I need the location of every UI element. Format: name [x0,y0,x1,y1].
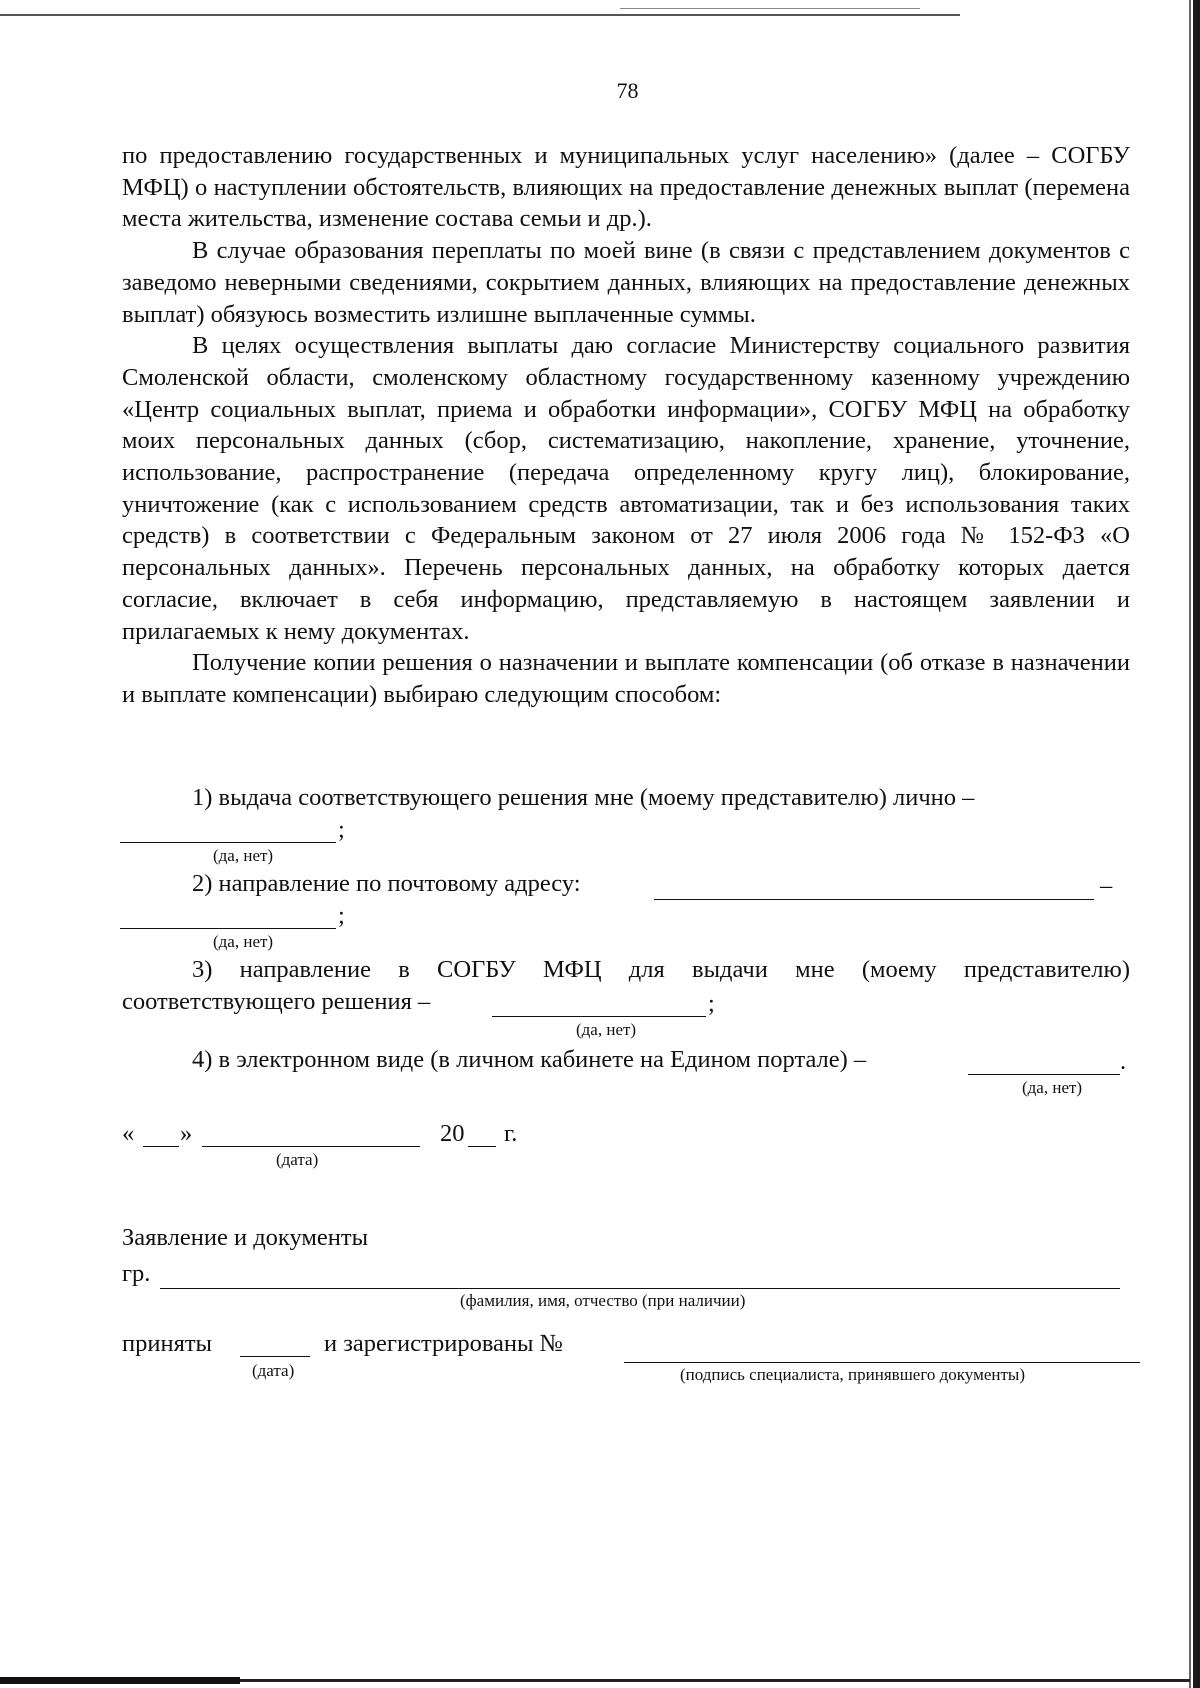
option-4-text: 4) в электронном виде (в личном кабинете на Едином портале) – [192,1046,867,1073]
option-2-text: 2) направление по почтовому адресу: [192,870,581,897]
option-1-semicolon: ; [338,816,345,843]
option-3-semicolon: ; [708,990,715,1017]
receipt-citizen-prefix: гр. [122,1260,151,1287]
option-3-text-line2: соответствующего решения – [122,988,431,1015]
scan-edge-bottom-thick [0,1677,240,1684]
page-number: 78 [616,78,639,103]
paragraph-decision-method: Получение копии решения о назначении и выплате компенсации (об отказе в назначении и выплате компенсации) выбираю следующим способом: [122,649,1130,708]
date-month-field[interactable] [202,1146,420,1147]
option-2-dash: – [1100,872,1113,899]
option-1-text: 1) выдача соответствующего решения мне (моему представителю) лично – [192,784,975,811]
receipt-heading: Заявление и документы [122,1224,369,1251]
scan-edge-top [0,14,960,16]
date-open-quote: « [122,1120,135,1147]
option-3-answer-field[interactable] [492,1016,706,1017]
receipt-fio-caption: (фамилия, имя, отчество (при наличии) [460,1291,746,1310]
receipt-registered-label: и зарегистрированы № [324,1330,564,1357]
receipt-signature-caption: (подпись специалиста, принявшего документы) [680,1365,1025,1384]
receipt-date-field[interactable] [240,1356,310,1357]
receipt-accepted-label: приняты [122,1330,213,1357]
date-close-quote: » [180,1120,193,1147]
date-day-field[interactable] [143,1146,179,1147]
option-4-period: . [1120,1048,1127,1075]
scan-edge-right [1193,0,1200,1688]
date-year-prefix: 20 [440,1120,465,1147]
scan-edge-right-inner [1189,0,1191,1688]
receipt-fio-field[interactable] [160,1288,1120,1289]
option-2-answer-field[interactable] [120,928,336,929]
paragraph-overpayment: В случае образования переплаты по моей вине (в связи с представлением документов с заведомо неверными сведениями, сокрытием данных, влияющих на предоставление денежных выплат) обязуюсь возместить излишне выплаченные суммы. [122,237,1130,328]
document-body [122,140,1130,711]
option-2-caption: (да, нет) [213,932,274,951]
receipt-date-caption: (дата) [252,1361,295,1380]
option-1-answer-field[interactable] [120,842,336,843]
date-caption: (дата) [276,1150,319,1169]
paragraph-consent: В целях осуществления выплаты даю согласие Министерству социального развития Смоленской области, смоленскому областному государственному казенному учреждению «Центр социальных выплат, приема и обработки информации», СОГБУ МФЦ на обработку моих персональных данных (сбор, систематизацию, накопление, хранение, уточнение, использование, распространение (передача определенному кругу лиц), блокирование, уничтожение (как с использованием средств автоматизации, так и без использования таких средств) в соответствии с Федеральным законом от 27 июля 2006 года № 152-ФЗ «О персональных данных». Перечень персональных данных, на обработку которых дается согласие, включает в себя информацию, представляемую в настоящем заявлении и прилагаемых к нему документах. [122,332,1130,645]
option-2-address-field[interactable] [654,899,1094,900]
option-3-caption: (да, нет) [576,1020,637,1039]
paragraph-continuation: по предоставлению государственных и муниципальных услуг населению» (далее – СОГБУ МФЦ) о наступлении обстоятельств, влияющих на предоставление денежных выплат (перемена места жительства, изменение состава семьи и др.). [122,142,1130,233]
date-year-suffix: г. [504,1120,518,1147]
date-year-field[interactable] [468,1146,496,1147]
option-3-text-line1: 3) направление в СОГБУ МФЦ для выдачи мне (моему представителю) [192,956,1130,983]
option-1-caption: (да, нет) [213,846,274,865]
option-2-semicolon: ; [338,902,345,929]
receipt-signature-field[interactable] [624,1362,1140,1363]
option-4-answer-field[interactable] [968,1074,1120,1075]
option-4-caption: (да, нет) [1022,1078,1083,1097]
scan-edge-top-secondary [620,8,920,9]
